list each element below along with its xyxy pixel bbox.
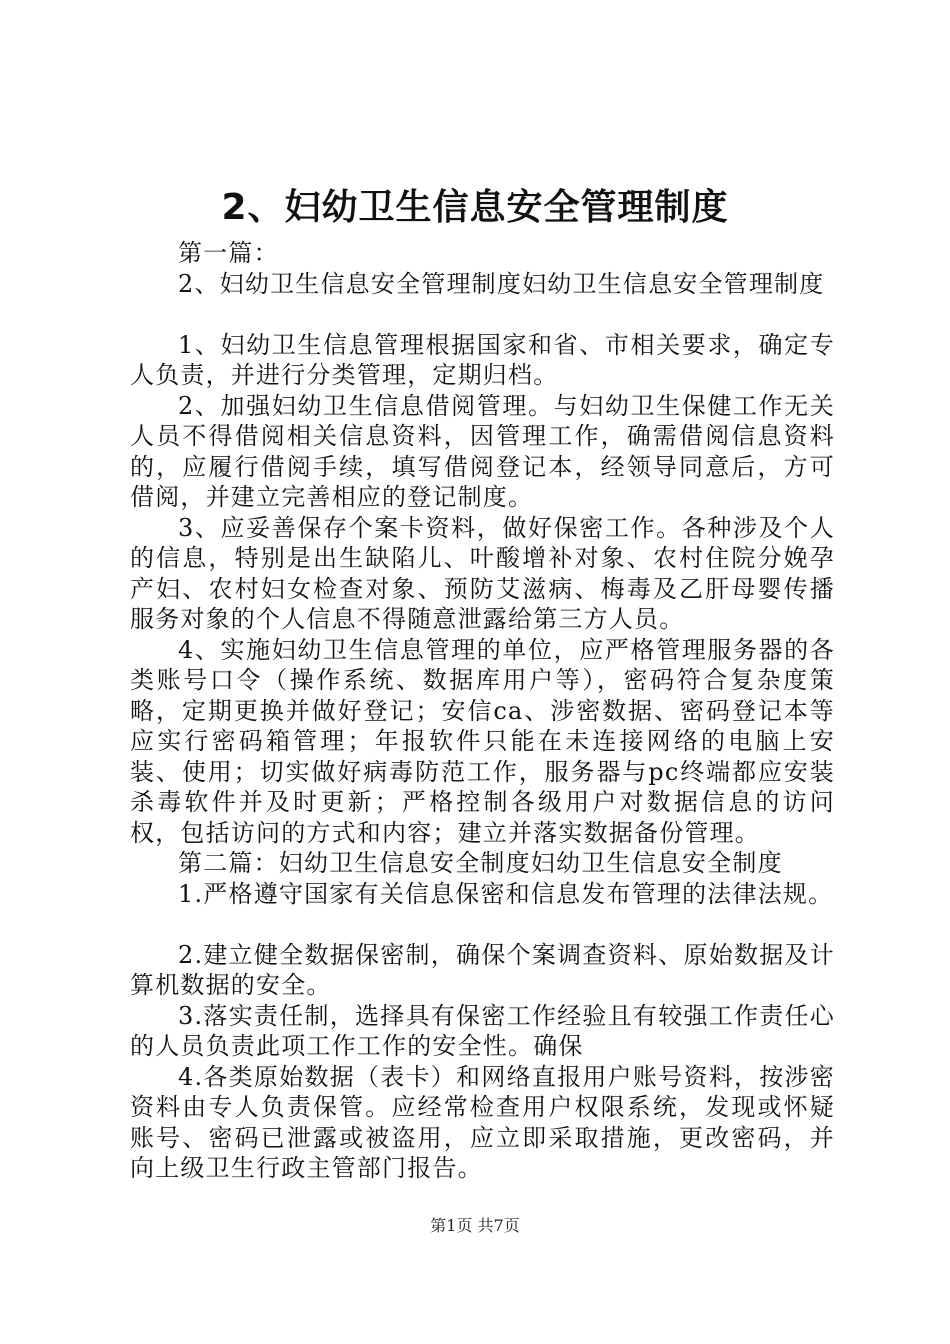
document-title: 2、妇幼卫生信息安全管理制度 (221, 187, 729, 228)
paragraph-part-two-title: 第二篇：妇幼卫生信息安全制度妇幼卫生信息安全制度 (178, 849, 783, 877)
paragraph-rule-4: 4.各类原始数据（表卡）和网络直报用户账号资料，按涉密资料由专人负责保管。应经常检查用户权限系统，发现或怀疑账号、密码已泄露或被盗用，应立即采取措施，更改密码，并向上级卫生行政主管部门报告。 (130, 1062, 835, 1182)
page-number-footer: 第1页 共7页 (430, 1216, 520, 1235)
paragraph-item-4: 4、实施妇幼卫生信息管理的单位，应严格管理服务器的各类账号口令（操作系统、数据库用户等），密码符合复杂度策略，定期更换并做好登记；安信ca、涉密数据、密码登记本等应实行密码箱管理；年报软件只能在未连接网络的电脑上安装、使用；切实做好病毒防范工作，服务器与pc终端都应安装杀毒软件并及时更新；严格控制各级用户对数据信息的访问权，包括访问的方式和内容；建立并落实数据备份管理。 (130, 635, 835, 847)
paragraph-item-3: 3、应妥善保存个案卡资料，做好保密工作。各种涉及个人的信息，特别是出生缺陷儿、叶酸增补对象、农村住院分娩孕产妇、农村妇女检查对象、预防艾滋病、梅毒及乙肝母婴传播服务对象的个人信息不得随意泄露给第三方人员。 (130, 513, 835, 633)
paragraph-rule-3: 3.落实责任制，选择具有保密工作经验且有较强工作责任心的人员负责此项工作工作的安全性。确保 (130, 1001, 835, 1060)
paragraph-part-one-heading: 第一篇： (178, 239, 279, 267)
paragraph-rule-2: 2.建立健全数据保密制，确保个案调查资料、原始数据及计算机数据的安全。 (130, 940, 835, 999)
paragraph-item-2: 2、加强妇幼卫生信息借阅管理。与妇幼卫生保健工作无关人员不得借阅相关信息资料，因管理工作，确需借阅信息资料的，应履行借阅手续，填写借阅登记本，经领导同意后，方可借阅，并建立完善相应的登记制度。 (130, 391, 835, 511)
paragraph-rule-1: 1.严格遵守国家有关信息保密和信息发布管理的法律法规。 (178, 879, 834, 908)
paragraph-part-one-title: 2、妇幼卫生信息安全管理制度妇幼卫生信息安全管理制度 (178, 269, 825, 298)
paragraph-item-1: 1、妇幼卫生信息管理根据国家和省、市相关要求，确定专人负责，并进行分类管理，定期归档。 (130, 330, 835, 389)
document-body (130, 238, 835, 1184)
